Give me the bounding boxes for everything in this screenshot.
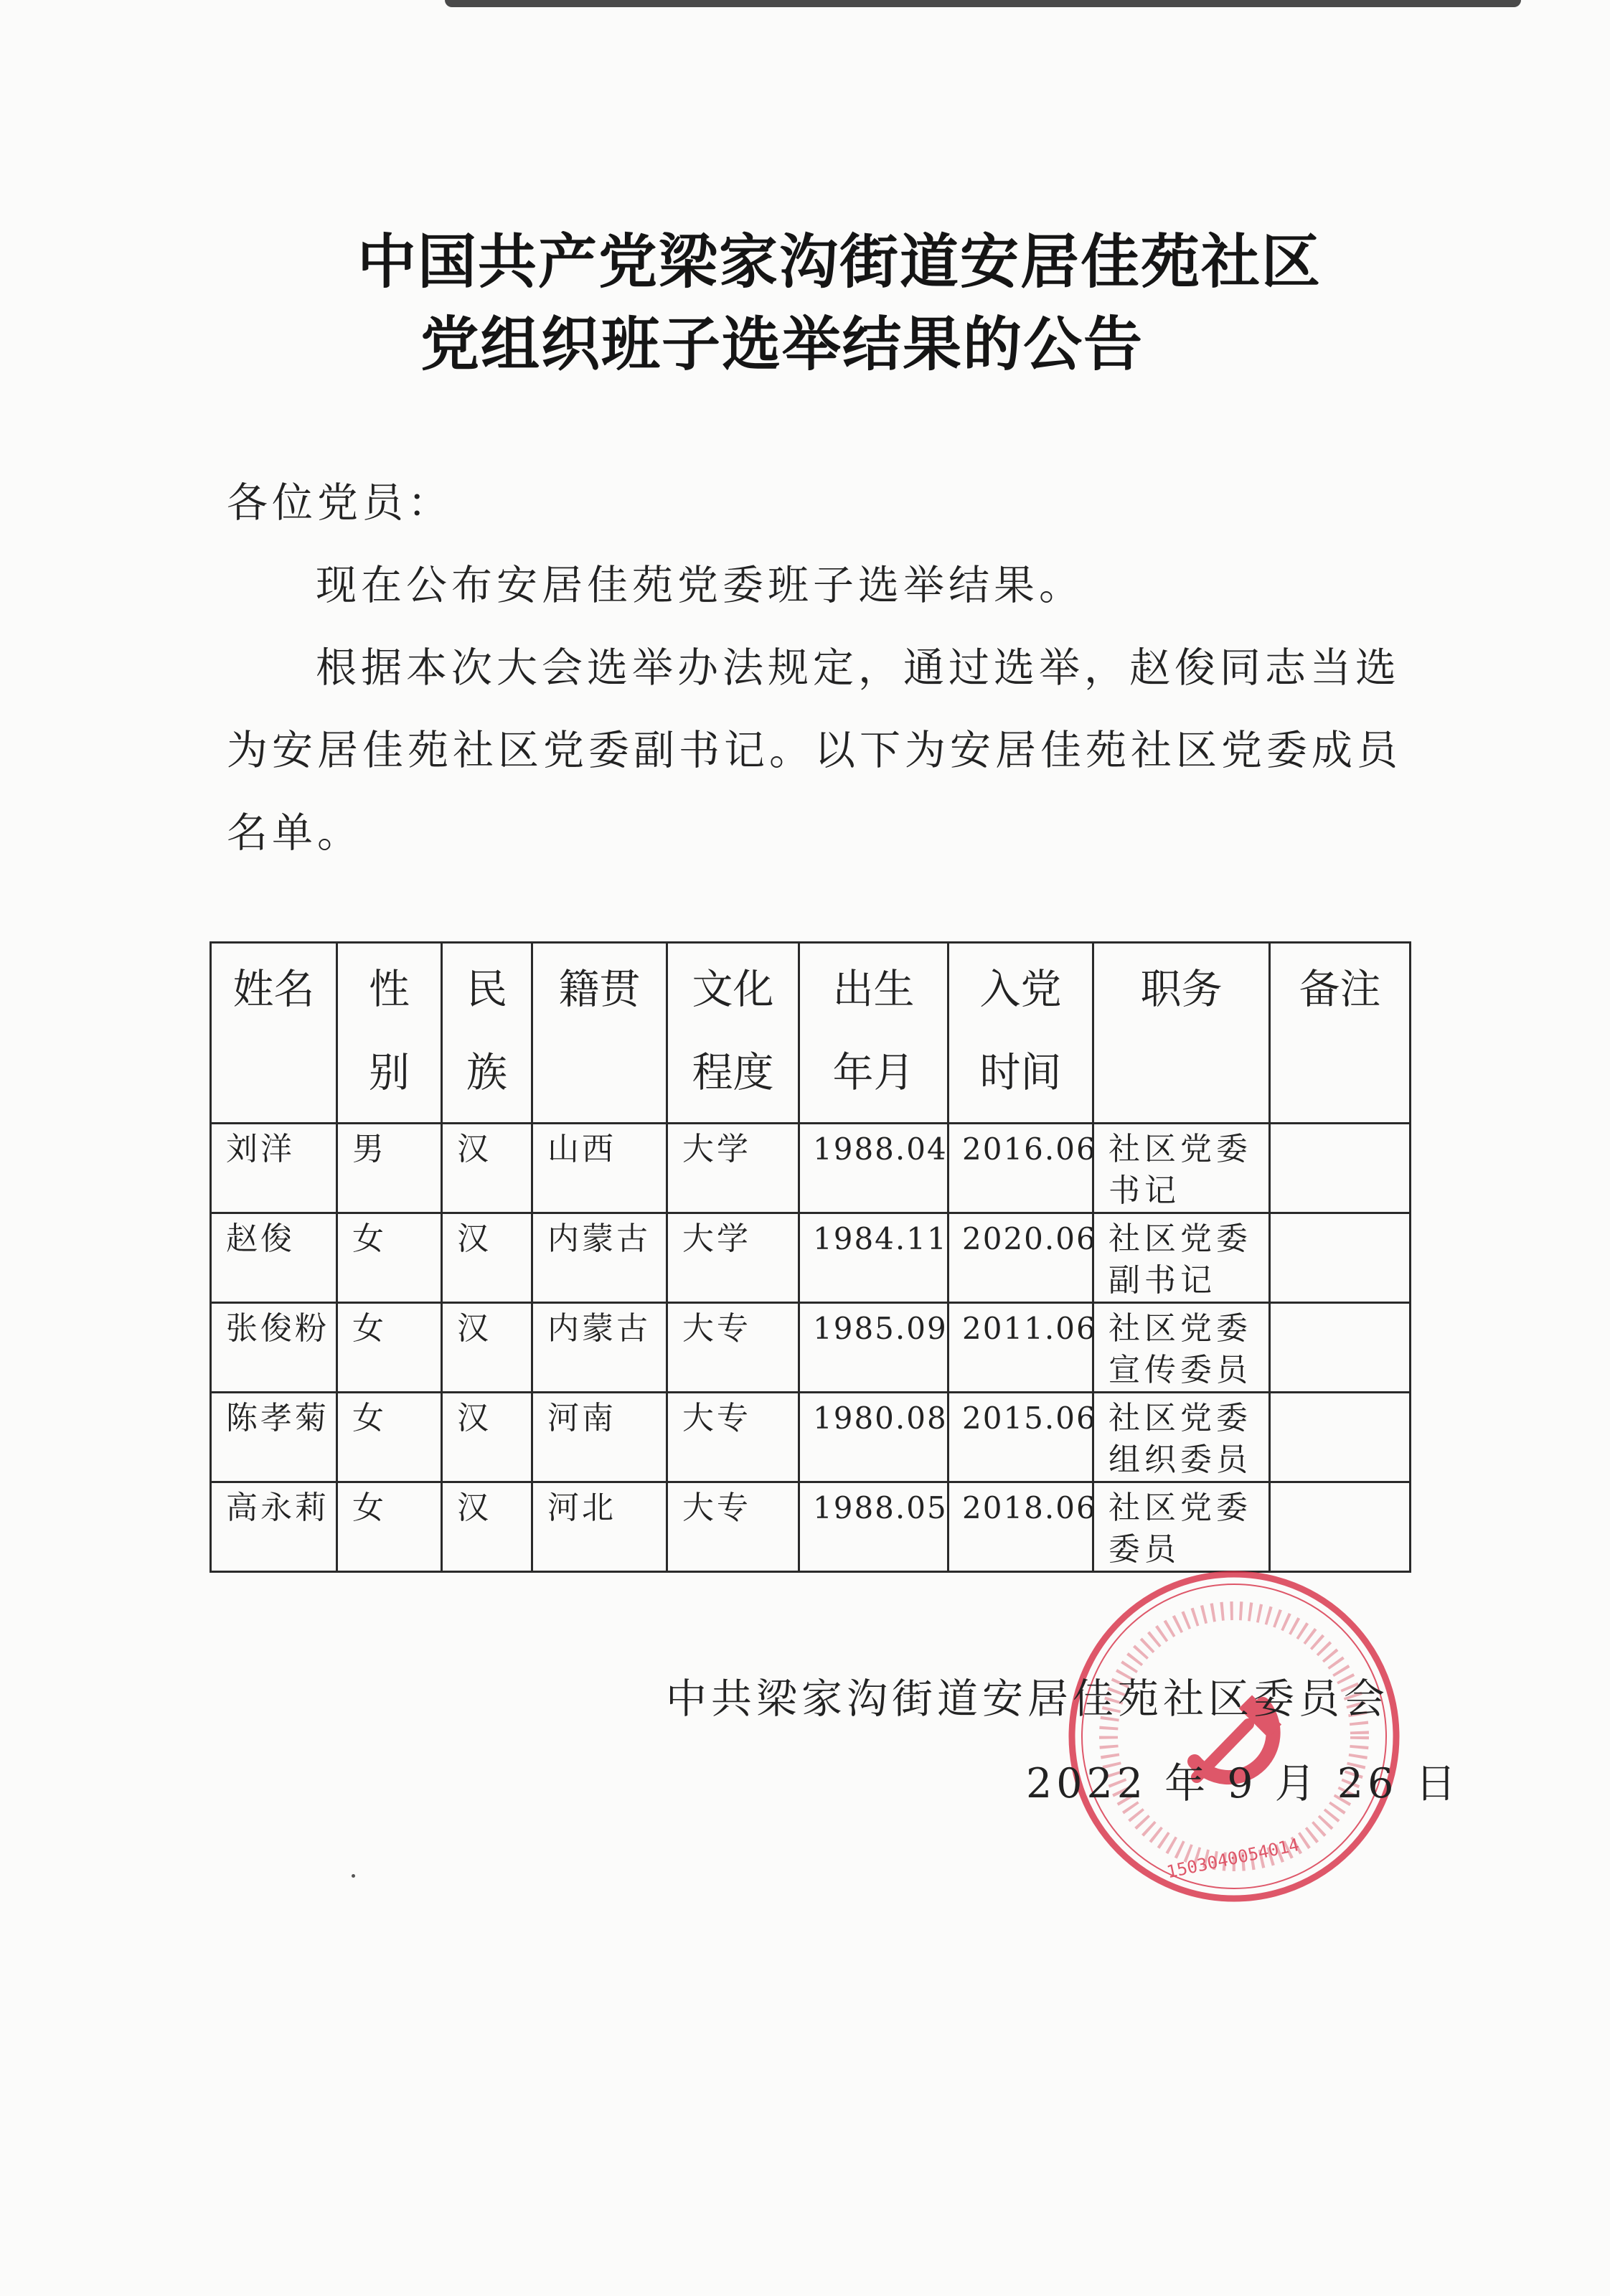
cell-birth-date: 1980.08 [799,1393,948,1482]
salutation: 各位党员： [227,479,453,527]
table-row [211,1482,1411,1572]
header-name: 姓名 [211,943,337,1124]
cell-gender: 女 [337,1303,442,1393]
cell-gender: 女 [337,1482,442,1572]
committee-member-table [210,941,1411,1573]
cell-name: 陈孝菊 [211,1393,337,1482]
header-gender: 性 别 [337,943,442,1124]
page-top-edge [445,0,1521,7]
cell-education: 大专 [667,1482,799,1572]
cell-join-date: 2016.06 [948,1124,1093,1213]
header-note: 备注 [1270,943,1411,1124]
cell-origin: 河北 [532,1482,667,1572]
cell-ethnicity: 汉 [442,1303,532,1393]
cell-join-date: 2015.06 [948,1393,1093,1482]
issuing-organization: 中共梁家沟街道安居佳苑社区委员会 [666,1675,1389,1723]
cell-gender: 女 [337,1393,442,1482]
cell-name: 赵俊 [211,1213,337,1303]
cell-education: 大专 [667,1393,799,1482]
header-birth-date: 出生 年月 [799,943,948,1124]
notice-title-line-1: 中国共产党梁家沟街道安居佳苑社区 [357,227,1322,296]
table-row [211,1124,1411,1213]
election-paragraph-line-2: 为安居佳苑社区党委副书记。以下为安居佳苑社区党委成员 [227,727,1402,774]
cell-birth-date: 1985.09 [799,1303,948,1393]
cell-ethnicity: 汉 [442,1482,532,1572]
cell-origin: 河南 [532,1393,667,1482]
header-ethnicity: 民 族 [442,943,532,1124]
seal-number: 1503040054014 [1164,1834,1301,1883]
cell-ethnicity: 汉 [442,1124,532,1213]
cell-birth-date: 1984.11 [799,1213,948,1303]
issue-date: 2022 年 9 月 26 日 [1026,1760,1461,1807]
cell-duty: 社区党委 宣传委员 [1093,1303,1270,1393]
cell-gender: 男 [337,1124,442,1213]
cell-education: 大专 [667,1303,799,1393]
cell-note [1270,1213,1411,1303]
announcement-paragraph: 现在公布安居佳苑党委班子选举结果。 [316,562,1084,609]
cell-duty: 社区党委 书记 [1093,1124,1270,1213]
cell-name: 张俊粉 [211,1303,337,1393]
cell-gender: 女 [337,1213,442,1303]
cell-duty: 社区党委 副书记 [1093,1213,1270,1303]
cell-education: 大学 [667,1213,799,1303]
cell-education: 大学 [667,1124,799,1213]
header-join-date: 入党 时间 [948,943,1093,1124]
cell-origin: 内蒙古 [532,1303,667,1393]
table-row [211,1213,1411,1303]
cell-birth-date: 1988.04 [799,1124,948,1213]
table-row [211,1303,1411,1393]
cell-origin: 内蒙古 [532,1213,667,1303]
cell-ethnicity: 汉 [442,1393,532,1482]
cell-join-date: 2020.06 [948,1213,1093,1303]
official-seal [1062,1564,1406,1909]
election-paragraph-line-3: 名单。 [227,809,362,857]
header-education: 文化 程度 [667,943,799,1124]
cell-join-date: 2018.06 [948,1482,1093,1572]
cell-note [1270,1393,1411,1482]
notice-title-line-2: 党组织班子选举结果的公告 [420,310,1144,379]
table-header-row [211,943,1411,1124]
cell-note [1270,1303,1411,1393]
cell-note [1270,1482,1411,1572]
cell-origin: 山西 [532,1124,667,1213]
header-duty: 职务 [1093,943,1270,1124]
paper-speck [352,1874,355,1878]
election-paragraph-line-1: 根据本次大会选举办法规定，通过选举，赵俊同志当选 [316,644,1400,692]
cell-duty: 社区党委 委员 [1093,1482,1270,1572]
cell-duty: 社区党委 组织委员 [1093,1393,1270,1482]
header-origin: 籍贯 [532,943,667,1124]
cell-name: 刘洋 [211,1124,337,1213]
table-row [211,1393,1411,1482]
cell-ethnicity: 汉 [442,1213,532,1303]
cell-note [1270,1124,1411,1213]
cell-birth-date: 1988.05 [799,1482,948,1572]
cell-name: 高永莉 [211,1482,337,1572]
cell-join-date: 2011.06 [948,1303,1093,1393]
